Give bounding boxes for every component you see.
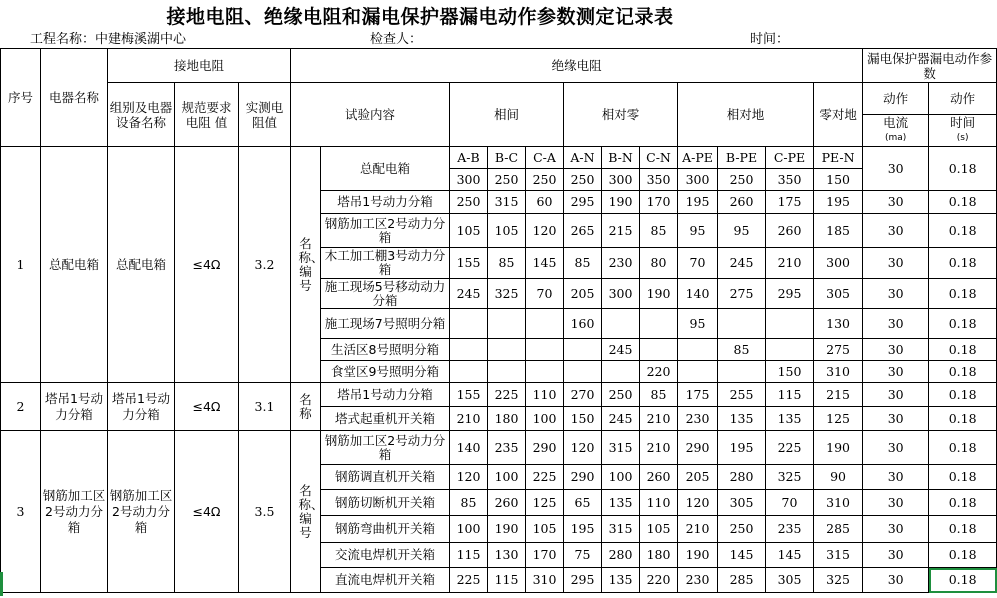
value-cell[interactable]: 315 [602,431,640,465]
test-item-name[interactable]: 总配电箱 [321,147,450,191]
value-cell[interactable]: 310 [814,490,863,516]
value-cell[interactable]: 285 [814,516,863,543]
value-cell[interactable]: 290 [526,431,564,465]
seq-cell[interactable]: 2 [1,383,41,431]
value-cell[interactable]: 350 [766,169,814,191]
header-current-text: 电流 [883,115,909,130]
header-s-unit: (s) [956,133,969,143]
value-cell[interactable]: 215 [602,214,640,248]
value-cell[interactable]: 70 [526,279,564,309]
value-cell[interactable]: 350 [640,169,678,191]
value-cell[interactable]: 315 [602,516,640,543]
value-cell[interactable]: 210 [450,407,488,431]
action-current-cell[interactable]: 30 [863,339,929,361]
test-item-name[interactable]: 塔式起重机开关箱 [321,407,450,431]
value-cell[interactable]: 125 [526,490,564,516]
test-item-name[interactable]: 施工现场5号移动动力分箱 [321,279,450,309]
value-cell[interactable]: 135 [602,568,640,593]
name-number-label-text: 名称、编号 [298,235,324,293]
value-cell[interactable]: 145 [766,543,814,568]
value-cell[interactable]: 225 [766,431,814,465]
value-cell[interactable]: 245 [602,407,640,431]
test-item-name[interactable]: 直流电焊机开关箱 [321,568,450,593]
value-cell[interactable]: 210 [640,431,678,465]
page-title: 接地电阻、绝缘电阻和漏电保护器漏电动作参数测定记录表 [166,6,674,28]
header-action-2 [929,83,997,115]
action-current-cell[interactable]: 30 [863,407,929,431]
value-cell[interactable]: 90 [814,465,863,490]
header-action-text: 动作 [883,90,909,106]
value-cell[interactable]: 175 [678,383,718,407]
header-action-1 [863,83,929,115]
test-item-name[interactable]: 木工加工棚3号动力分箱 [321,248,450,279]
value-cell[interactable]: 260 [488,490,526,516]
value-cell[interactable]: 195 [678,191,718,214]
test-item-name[interactable]: 食堂区9号照明分箱 [321,361,450,383]
value-cell[interactable]: 310 [526,568,564,593]
header-phase-zero: 相对零 [564,83,678,147]
value-cell[interactable]: 120 [526,214,564,248]
action-current-cell[interactable]: 30 [863,490,929,516]
value-cell[interactable] [602,309,640,339]
value-cell[interactable]: 205 [564,279,602,309]
value-cell[interactable]: 260 [718,191,766,214]
value-cell[interactable] [488,339,526,361]
measured-cell[interactable]: 3.1 [239,383,291,431]
value-cell[interactable]: 115 [766,383,814,407]
value-cell[interactable] [602,361,640,383]
value-cell[interactable]: 105 [488,214,526,248]
value-cell[interactable]: 220 [640,361,678,383]
header-phase-ground: 相对地 [678,83,814,147]
value-cell[interactable]: 95 [678,214,718,248]
value-cell[interactable] [450,361,488,383]
group-name-cell[interactable]: 塔吊1号动力分箱 [108,383,175,431]
project-name-label: 工程名称：中建梅溪湖中心 [30,32,187,47]
value-cell[interactable]: 190 [640,279,678,309]
value-cell[interactable]: 325 [488,279,526,309]
value-cell[interactable] [488,361,526,383]
standard-cell[interactable]: ≤4Ω [175,431,239,593]
value-cell[interactable] [526,339,564,361]
value-cell[interactable]: 295 [766,279,814,309]
action-current-cell[interactable]: 30 [863,516,929,543]
value-cell[interactable] [766,339,814,361]
value-cell[interactable]: 120 [678,490,718,516]
value-cell[interactable]: 80 [640,248,678,279]
value-cell[interactable]: 115 [450,543,488,568]
action-time-cell[interactable]: 0.18 [929,191,997,214]
header-action-text: 动作 [950,90,976,106]
header-device-name: 电器名称 [41,49,108,147]
value-cell[interactable]: 125 [814,407,863,431]
test-item-name[interactable]: 生活区8号照明分箱 [321,339,450,361]
standard-cell[interactable]: ≤4Ω [175,383,239,431]
value-cell[interactable]: 100 [488,465,526,490]
value-cell[interactable]: 205 [678,465,718,490]
value-cell[interactable]: 85 [564,248,602,279]
value-cell[interactable]: 230 [678,568,718,593]
name-number-label[interactable] [291,431,324,593]
value-cell[interactable] [766,309,814,339]
value-cell[interactable]: 280 [718,465,766,490]
action-time-cell[interactable]: 0.18 [929,383,997,407]
header-time-text: 时间 [950,115,976,130]
value-cell[interactable] [526,361,564,383]
value-cell[interactable]: 215 [814,383,863,407]
value-cell[interactable]: 235 [766,516,814,543]
value-cell[interactable]: 70 [678,248,718,279]
value-cell[interactable]: 150 [766,361,814,383]
value-cell[interactable]: 155 [450,383,488,407]
header-insulation: 绝缘电阻 [291,49,863,83]
value-cell[interactable]: 155 [450,248,488,279]
column-code[interactable]: PE-N [814,147,863,169]
value-cell[interactable]: 180 [488,407,526,431]
value-cell[interactable] [450,309,488,339]
header-measured: 实测电阻值 [239,83,291,147]
value-cell[interactable]: 195 [718,431,766,465]
device-name-cell[interactable]: 总配电箱 [41,147,108,383]
value-cell[interactable]: 295 [564,191,602,214]
header-leakage: 漏电保护器漏电动作参数 [863,49,997,83]
value-cell[interactable]: 250 [718,516,766,543]
value-cell[interactable]: 75 [564,543,602,568]
value-cell[interactable]: 290 [564,465,602,490]
name-number-label-text: 名称 [299,391,312,421]
action-current-cell[interactable]: 30 [863,568,929,593]
value-cell[interactable]: 185 [814,214,863,248]
value-cell[interactable]: 150 [564,407,602,431]
value-cell[interactable] [718,361,766,383]
value-cell[interactable]: 260 [640,465,678,490]
value-cell[interactable]: 245 [450,279,488,309]
value-cell[interactable]: 300 [602,279,640,309]
action-current-cell[interactable]: 30 [863,383,929,407]
device-name-cell[interactable]: 钢筋加工区2号动力分箱 [41,431,108,593]
measured-cell[interactable]: 3.5 [239,431,291,593]
action-time-cell[interactable]: 0.18 [929,431,997,465]
value-cell[interactable]: 235 [488,431,526,465]
test-item-name[interactable]: 钢筋加工区2号动力分箱 [321,214,450,248]
test-item-name[interactable]: 钢筋加工区2号动力分箱 [321,431,450,465]
seq-cell[interactable]: 1 [1,147,41,383]
value-cell[interactable]: 325 [766,465,814,490]
record-table [0,48,997,593]
value-cell[interactable]: 85 [450,490,488,516]
value-cell[interactable]: 195 [564,516,602,543]
value-cell[interactable]: 275 [814,339,863,361]
value-cell[interactable]: 160 [564,309,602,339]
name-number-label[interactable] [291,147,324,383]
value-cell[interactable]: 190 [488,516,526,543]
value-cell[interactable] [488,309,526,339]
value-cell[interactable]: 305 [814,279,863,309]
test-item-name[interactable]: 塔吊1号动力分箱 [321,191,450,214]
header-row-1 [1,49,997,83]
value-cell[interactable]: 170 [526,543,564,568]
value-cell[interactable]: 280 [602,543,640,568]
value-cell[interactable]: 60 [526,191,564,214]
group-name-cell[interactable]: 钢筋加工区2号动力分箱 [108,431,175,593]
value-cell[interactable]: 85 [718,339,766,361]
column-code[interactable]: A-N [564,147,602,169]
value-cell[interactable]: 300 [814,248,863,279]
action-current-cell[interactable]: 30 [863,214,929,248]
value-cell[interactable]: 105 [526,516,564,543]
action-current-cell[interactable]: 30 [863,431,929,465]
table-row [1,431,997,465]
header-grounding: 接地电阻 [108,49,291,83]
value-cell[interactable]: 105 [450,214,488,248]
action-current-cell[interactable]: 30 [863,191,929,214]
value-cell[interactable]: 275 [718,279,766,309]
value-cell[interactable]: 145 [718,543,766,568]
column-code[interactable]: A-B [450,147,488,169]
value-cell[interactable] [526,309,564,339]
action-time-cell[interactable]: 0.18 [929,361,997,383]
header-standard: 规范要求电阻 值 [175,83,239,147]
test-item-name[interactable]: 钢筋调直机开关箱 [321,465,450,490]
action-current-cell[interactable]: 30 [863,465,929,490]
action-time-cell[interactable]: 0.18 [929,407,997,431]
action-time-cell[interactable]: 0.18 [929,279,997,309]
action-current-cell[interactable]: 30 [863,361,929,383]
value-cell[interactable]: 120 [450,465,488,490]
name-number-label-text: 名称、编号 [298,482,324,540]
value-cell[interactable]: 100 [602,465,640,490]
column-code[interactable]: B-N [602,147,640,169]
measured-cell[interactable]: 3.2 [239,147,291,383]
value-cell[interactable]: 245 [718,248,766,279]
value-cell[interactable] [718,309,766,339]
test-item-name[interactable]: 钢筋弯曲机开关箱 [321,516,450,543]
value-cell[interactable]: 150 [814,169,863,191]
device-name-cell[interactable]: 塔吊1号动力分箱 [41,383,108,431]
value-cell[interactable]: 265 [564,214,602,248]
value-cell[interactable]: 225 [450,568,488,593]
value-cell[interactable]: 210 [766,248,814,279]
header-group-name: 组别及电器设备名称 [108,83,175,147]
table-row [1,147,997,169]
header-test-content: 试验内容 [291,83,450,147]
action-time-cell[interactable]: 0.18 [929,465,997,490]
action-time-cell[interactable]: 0.18 [929,516,997,543]
time-label: 时间： [750,32,790,47]
value-cell[interactable]: 225 [526,465,564,490]
value-cell[interactable]: 300 [450,169,488,191]
value-cell[interactable]: 315 [814,543,863,568]
value-cell[interactable]: 260 [766,214,814,248]
header-seq: 序号 [1,49,41,147]
group-name-cell[interactable]: 总配电箱 [108,147,175,383]
value-cell[interactable]: 250 [526,169,564,191]
value-cell[interactable]: 175 [766,191,814,214]
header-ma-unit: (ma) [884,133,907,143]
value-cell[interactable]: 85 [640,383,678,407]
table-row [1,383,997,407]
action-current-cell[interactable]: 30 [863,309,929,339]
inspector-label: 检查人： [370,32,423,47]
test-item-name[interactable]: 钢筋切断机开关箱 [321,490,450,516]
value-cell[interactable]: 270 [564,383,602,407]
value-cell[interactable]: 230 [678,407,718,431]
value-cell[interactable]: 95 [718,214,766,248]
action-current-cell[interactable]: 30 [863,543,929,568]
value-cell[interactable]: 250 [602,383,640,407]
value-cell[interactable]: 85 [488,248,526,279]
value-cell[interactable]: 110 [526,383,564,407]
value-cell[interactable]: 130 [814,309,863,339]
value-cell[interactable] [564,339,602,361]
value-cell[interactable]: 100 [450,516,488,543]
value-cell[interactable]: 130 [488,543,526,568]
column-code[interactable]: B-C [488,147,526,169]
value-cell[interactable] [640,309,678,339]
header-zero-ground: 零对地 [814,83,863,147]
value-cell[interactable]: 180 [640,543,678,568]
value-cell[interactable]: 225 [488,383,526,407]
value-cell[interactable]: 135 [766,407,814,431]
value-cell[interactable]: 250 [450,191,488,214]
header-phase-phase: 相间 [450,83,564,147]
value-cell[interactable]: 145 [526,248,564,279]
action-time-cell[interactable]: 0.18 [929,568,997,593]
value-cell[interactable]: 85 [640,214,678,248]
action-current-cell[interactable]: 30 [863,147,929,191]
header-time [929,115,997,147]
value-cell[interactable]: 195 [814,191,863,214]
value-cell[interactable]: 140 [678,279,718,309]
action-time-cell[interactable]: 0.18 [929,543,997,568]
value-cell[interactable] [564,361,602,383]
action-time-cell[interactable]: 0.18 [929,339,997,361]
value-cell[interactable]: 290 [678,431,718,465]
value-cell[interactable]: 120 [564,431,602,465]
value-cell[interactable] [678,361,718,383]
value-cell[interactable]: 135 [602,490,640,516]
action-current-cell[interactable]: 30 [863,279,929,309]
value-cell[interactable]: 295 [564,568,602,593]
value-cell[interactable]: 170 [640,191,678,214]
action-time-cell[interactable]: 0.18 [929,309,997,339]
value-cell[interactable]: 190 [602,191,640,214]
header-current [863,115,929,147]
value-cell[interactable]: 305 [718,490,766,516]
value-cell[interactable]: 285 [718,568,766,593]
value-cell[interactable] [450,339,488,361]
value-cell[interactable]: 250 [488,169,526,191]
column-code[interactable]: C-PE [766,147,814,169]
value-cell[interactable]: 95 [678,309,718,339]
value-cell[interactable]: 210 [640,407,678,431]
value-cell[interactable]: 190 [678,543,718,568]
action-time-cell[interactable]: 0.18 [929,147,997,191]
header-row-2 [1,83,997,115]
standard-cell[interactable]: ≤4Ω [175,147,239,383]
value-cell[interactable]: 300 [678,169,718,191]
value-cell[interactable]: 100 [526,407,564,431]
name-number-label[interactable] [291,383,321,431]
value-cell[interactable]: 115 [488,568,526,593]
value-cell[interactable]: 70 [766,490,814,516]
value-cell[interactable]: 105 [640,516,678,543]
value-cell[interactable]: 300 [602,169,640,191]
value-cell[interactable]: 220 [640,568,678,593]
column-code[interactable]: C-A [526,147,564,169]
value-cell[interactable] [640,339,678,361]
test-item-name[interactable]: 交流电焊机开关箱 [321,543,450,568]
value-cell[interactable]: 315 [488,191,526,214]
value-cell[interactable]: 245 [602,339,640,361]
value-cell[interactable]: 230 [602,248,640,279]
value-cell[interactable]: 210 [678,516,718,543]
column-code[interactable]: A-PE [678,147,718,169]
seq-cell[interactable]: 3 [1,431,41,593]
column-code[interactable]: B-PE [718,147,766,169]
row-selection-marker [0,572,3,596]
action-time-cell[interactable]: 0.18 [929,214,997,248]
value-cell[interactable]: 305 [766,568,814,593]
value-cell[interactable]: 140 [450,431,488,465]
action-time-cell[interactable]: 0.18 [929,248,997,279]
value-cell[interactable]: 190 [814,431,863,465]
test-item-name[interactable]: 施工现场7号照明分箱 [321,309,450,339]
value-cell[interactable]: 110 [640,490,678,516]
action-current-cell[interactable]: 30 [863,248,929,279]
value-cell[interactable]: 250 [718,169,766,191]
value-cell[interactable]: 135 [718,407,766,431]
test-item-name[interactable]: 塔吊1号动力分箱 [321,383,450,407]
action-time-cell[interactable]: 0.18 [929,490,997,516]
value-cell[interactable]: 325 [814,568,863,593]
value-cell[interactable]: 310 [814,361,863,383]
value-cell[interactable]: 255 [718,383,766,407]
value-cell[interactable] [678,339,718,361]
value-cell[interactable]: 250 [564,169,602,191]
column-code[interactable]: C-N [640,147,678,169]
value-cell[interactable]: 65 [564,490,602,516]
